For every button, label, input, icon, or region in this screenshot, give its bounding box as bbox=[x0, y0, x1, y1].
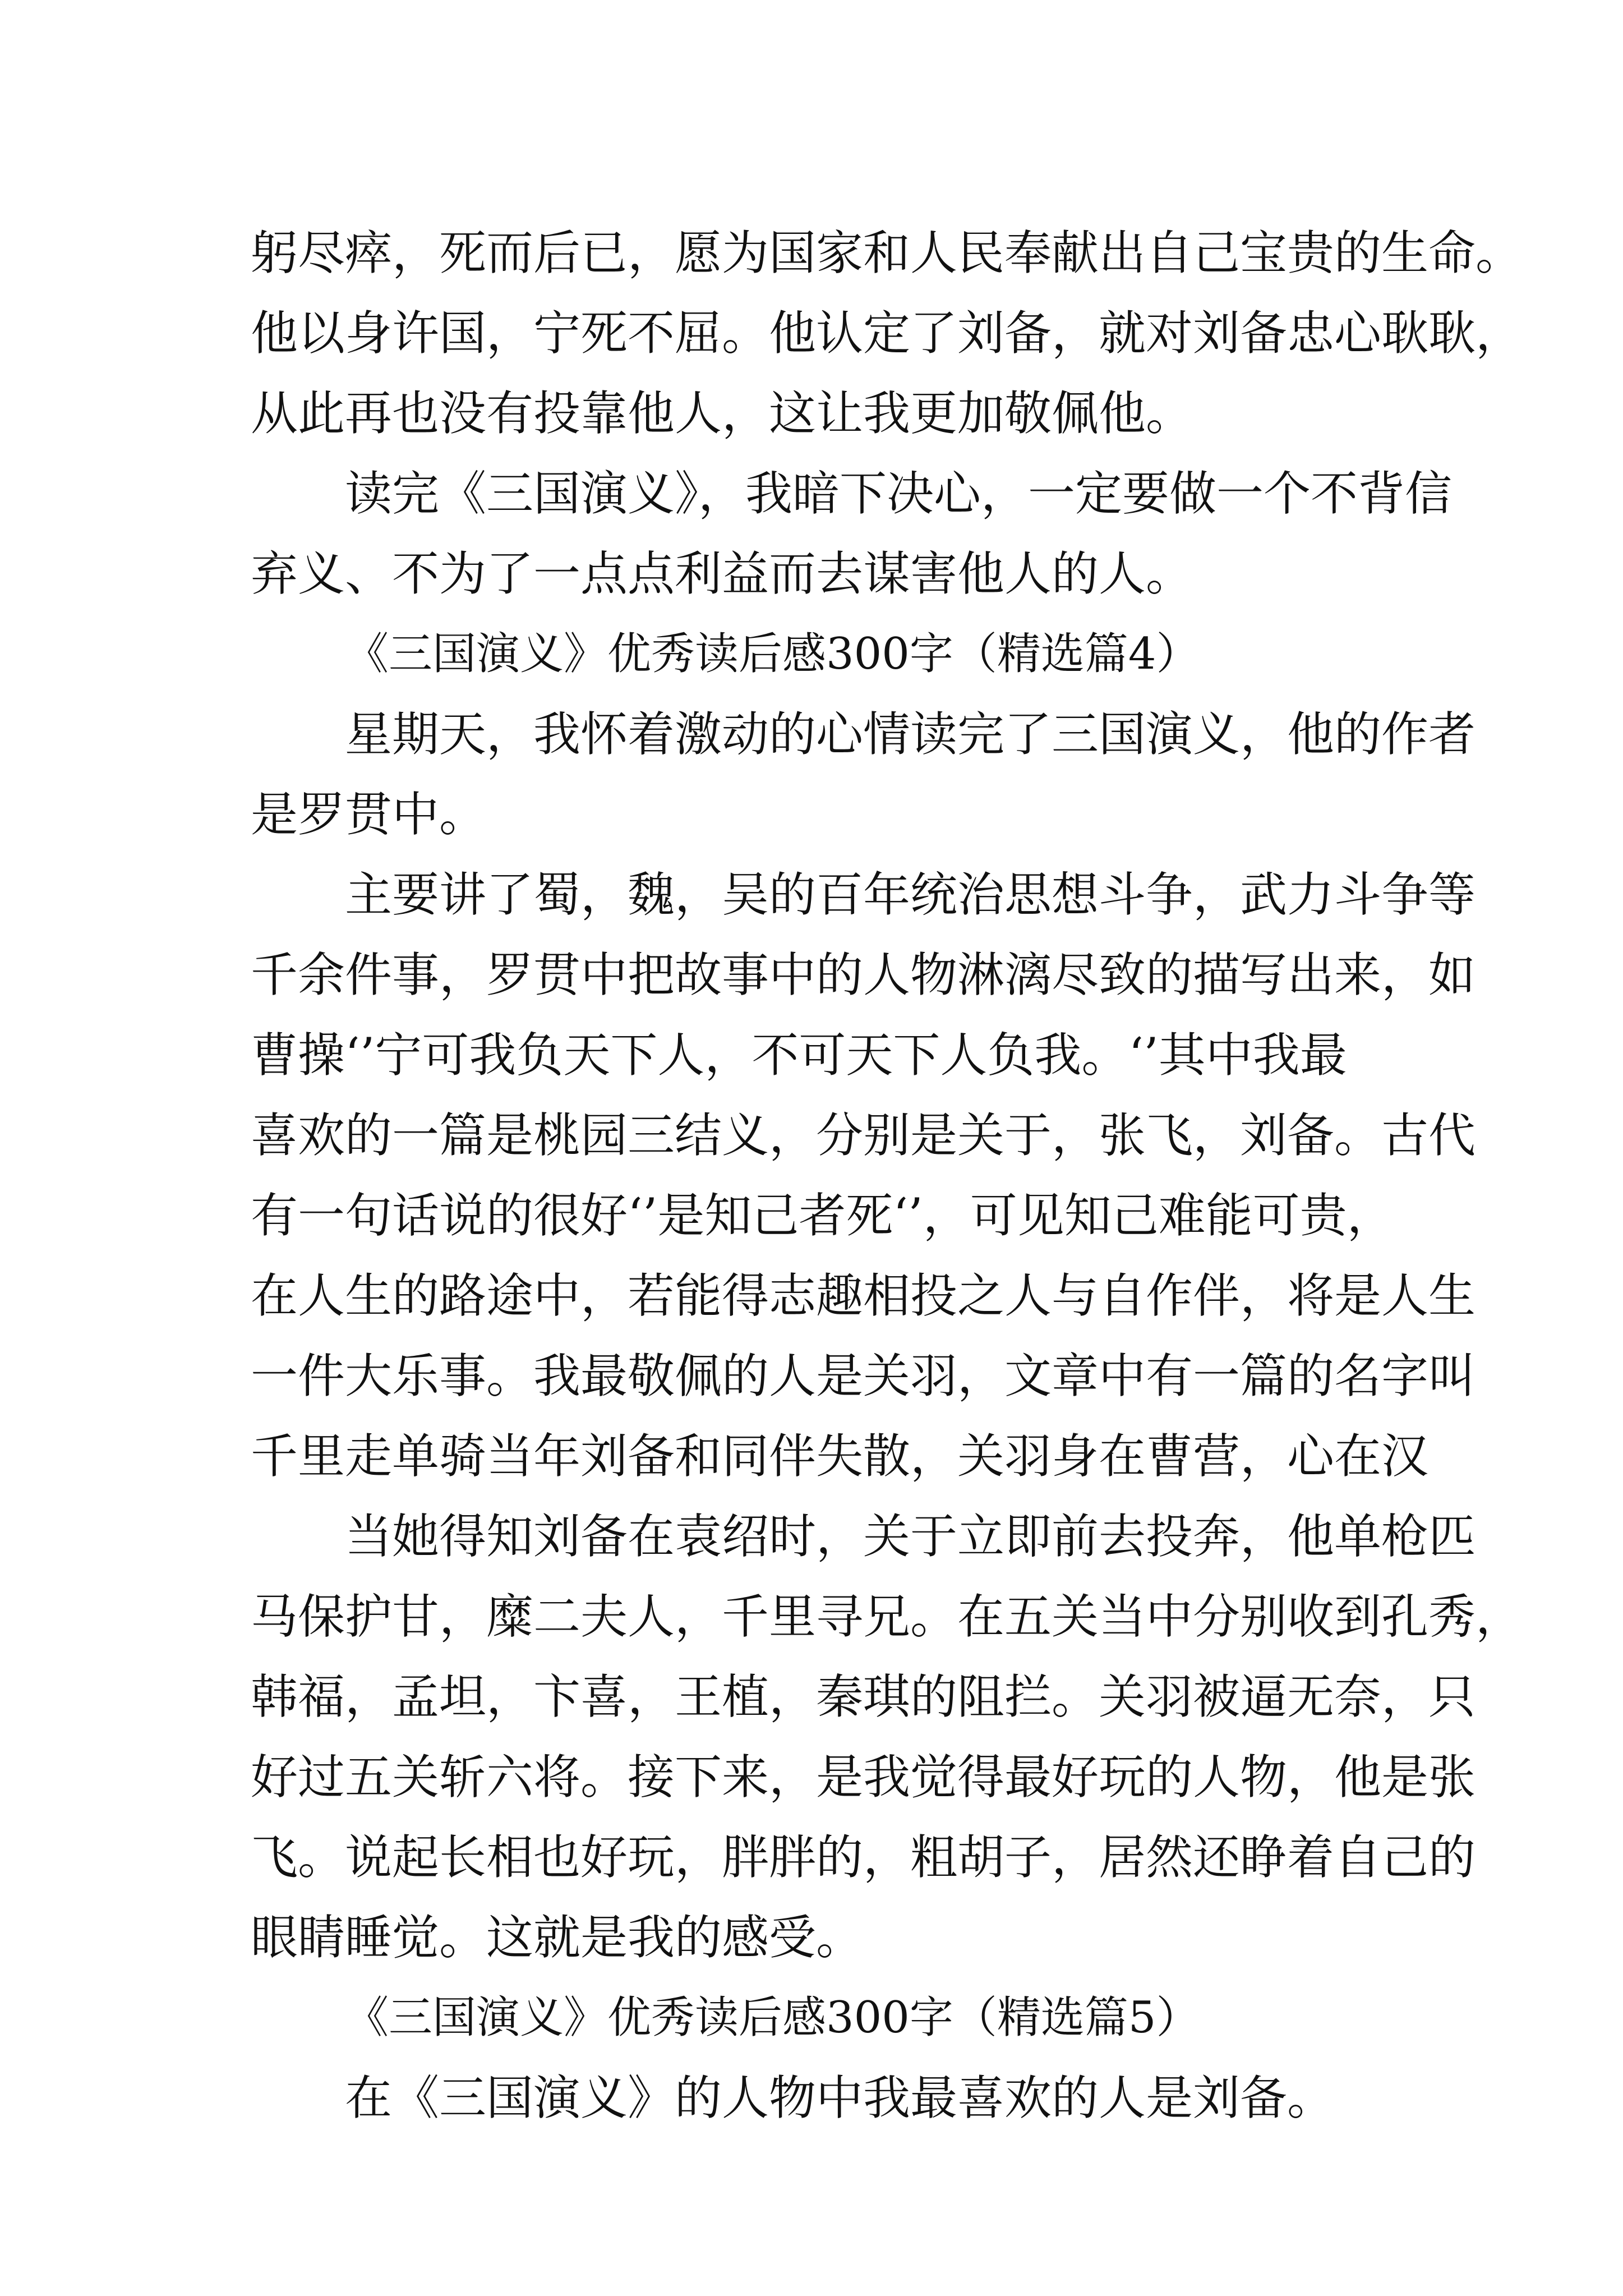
paragraph-start-line: 当她得知刘备在袁绍时，关于立即前去投奔，他单枪匹 bbox=[345, 1509, 1476, 1564]
text-line: 一件大乐事。我最敬佩的人是关羽，文章中有一篇的名字叫 bbox=[251, 1349, 1476, 1404]
section-heading: 《三国演义》优秀读后感300字（精选篇5） bbox=[345, 1993, 1200, 2043]
paragraph-start-line: 星期天，我怀着激动的心情读完了三国演义，他的作者 bbox=[345, 707, 1476, 762]
text-line: 是罗贯中。 bbox=[251, 787, 487, 842]
text-line: 千余件事，罗贯中把故事中的人物淋漓尽致的描写出来，如 bbox=[251, 947, 1476, 1002]
text-line: 好过五关斩六将。接下来，是我觉得最好玩的人物，他是张 bbox=[251, 1750, 1476, 1805]
text-line: 他以身许国，宁死不屈。他认定了刘备，就对刘备忠心耿耿， bbox=[251, 306, 1523, 361]
text-line: 喜欢的一篇是桃园三结义，分别是关于，张飞，刘备。古代 bbox=[251, 1108, 1476, 1163]
text-line: 躬尽瘁，死而后已，愿为国家和人民奉献出自己宝贵的生命。 bbox=[251, 226, 1523, 280]
text-line: 有一句话说的很好‘’是知己者死‘’，可见知己难能可贵， bbox=[251, 1188, 1394, 1243]
paragraph-start-line: 在《三国演义》的人物中我最喜欢的人是刘备。 bbox=[345, 2070, 1335, 2125]
text-line: 千里走单骑当年刘备和同伴失散，关羽身在曹营，心在汉 bbox=[251, 1429, 1429, 1484]
text-line: 韩福，孟坦，卞喜，王植，秦琪的阻拦。关羽被逼无奈，只 bbox=[251, 1669, 1476, 1724]
paragraph-start-line: 主要讲了蜀，魏，吴的百年统治思想斗争，武力斗争等 bbox=[345, 867, 1476, 922]
document-body bbox=[251, 213, 1523, 2138]
text-line: 飞。说起长相也好玩，胖胖的，粗胡子，居然还睁着自己的 bbox=[251, 1830, 1476, 1885]
text-line: 马保护甘，糜二夫人，千里寻兄。在五关当中分别收到孔秀， bbox=[251, 1589, 1523, 1644]
text-line: 曹操‘’宁可我负天下人，不可天下人负我。‘’其中我最 bbox=[251, 1028, 1347, 1083]
text-line: 弃义、不为了一点点利益而去谋害他人的人。 bbox=[251, 546, 1193, 601]
paragraph-start-line: 读完《三国演义》，我暗下决心，一定要做一个不背信 bbox=[345, 466, 1453, 521]
text-line: 从此再也没有投靠他人，这让我更加敬佩他。 bbox=[251, 386, 1193, 441]
section-heading: 《三国演义》优秀读后感300字（精选篇4） bbox=[345, 629, 1200, 679]
text-line: 眼睛睡觉。这就是我的感受。 bbox=[251, 1910, 864, 1965]
text-line: 在人生的路途中，若能得志趣相投之人与自作伴，将是人生 bbox=[251, 1268, 1476, 1323]
